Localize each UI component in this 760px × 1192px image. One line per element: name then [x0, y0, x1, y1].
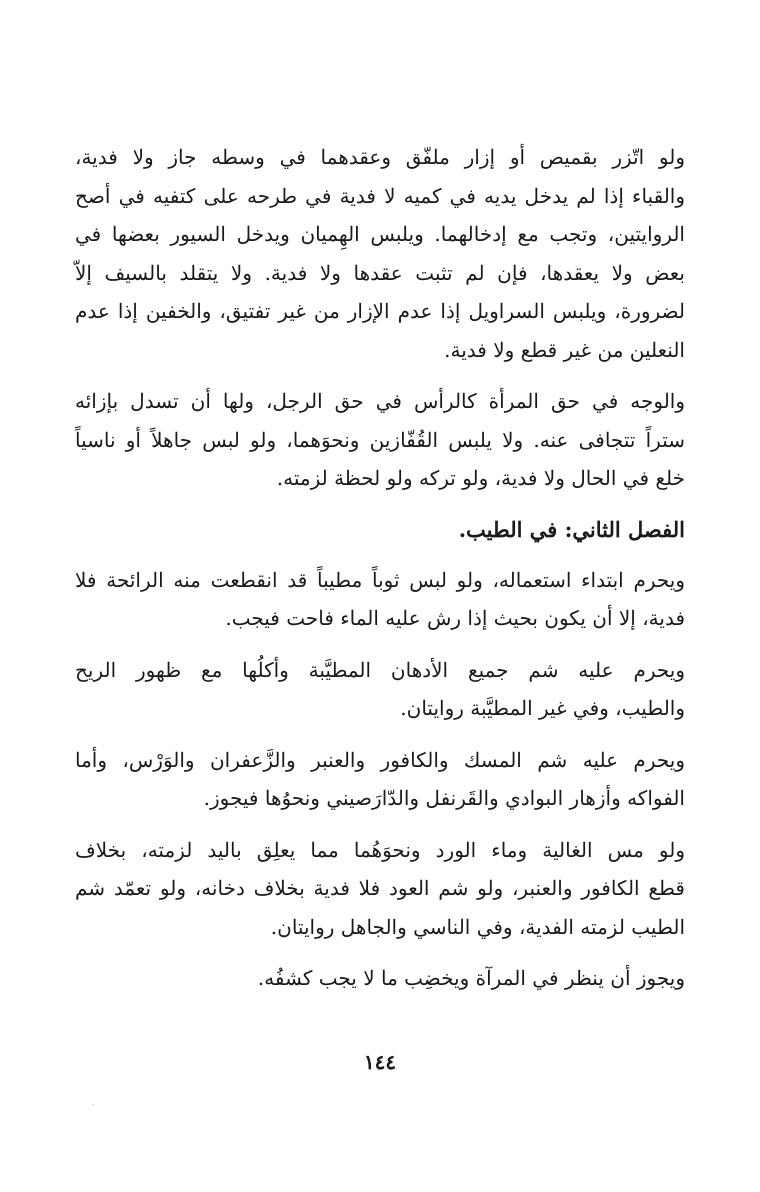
paragraph-ghaliya [75, 831, 685, 947]
page-number: ١٤٤ [363, 1050, 397, 1074]
text-line: الفواكه وأزهار البوادي والقَرنفل والدّارَصيني ونحوُها فيجوز. [203, 786, 685, 810]
text-line: ويحرم ابتداء استعماله، ولو لبس ثوباً مطيباً قد انقطعت منه الرائحة فلا [75, 567, 685, 592]
text-line: النعلين من غير قطع ولا فدية. [444, 337, 685, 362]
text-line: ويحرم عليه شم جميع الأدهان المطيَّبة وأكلُها مع ظهور الريح [75, 657, 685, 682]
paragraph-woman-face [75, 382, 685, 498]
text-line: الروايتين، وتجب مع إدخالهما. ويلبس الهِميان ويدخل السيور بعضها في [75, 222, 685, 246]
paragraph-clothing [75, 138, 685, 369]
paragraph-musk [75, 741, 685, 818]
text-line: خلع في الحال ولا فدية، ولو تركه ولو لحظة لزمته. [276, 466, 685, 490]
text-line: ولو اتّزر بقميص أو إزار ملفّق وعقدهما في وسطه جاز ولا فدية، [75, 145, 685, 169]
text-line: ويجوز أن ينظر في المرآة ويخضِب ما لا يجب كشفُه. [257, 966, 685, 990]
text-line: ستراً تتجافى عنه. ولا يلبس القُفّازين ونحوَهما، ولو لبس جاهلاً أو ناسياً [75, 427, 685, 452]
text-line: والطيب، وفي غير المطيَّبة روايتان. [400, 696, 685, 720]
paragraph-oils [75, 651, 685, 728]
text-line: ويحرم عليه شم المسك والكافور والعنبر والزَّعفران والوَرْس، وأما [75, 747, 685, 772]
text-line: قطع الكافور والعنبر، ولو شم العود فلا فدية بخلاف دخانه، ولو تعمّد شم [75, 876, 685, 900]
text-line: فدية، إلا أن يكون بحيث إذا رش عليه الماء فاحت فيجب. [225, 606, 685, 630]
scan-speck [92, 1104, 94, 1105]
paragraph-mirror [75, 959, 685, 998]
text-line: والوجه في حق المرأة كالرأس في حق الرجل، ولها أن تسدل بإزائه [75, 389, 685, 413]
text-line: الطيب لزمته الفدية، وفي الناسي والجاهل روايتان. [270, 914, 685, 939]
page-body [75, 138, 685, 1011]
text-line: بعض ولا يعقدها، فإن لم تثبت عقدها ولا فدية. ولا يتقلد بالسيف إلاّ [75, 260, 685, 285]
text-line: لضرورة، ويلبس السراويل إذا عدم الإزار من غير تفتيق، والخفين إذا عدم [75, 299, 685, 323]
section-heading: الفصل الثاني: في الطيب. [458, 516, 685, 542]
paragraph-perfume-use [75, 561, 685, 638]
text-line: والقباء إذا لم يدخل يديه في كميه لا فدية في طرحه على كتفيه في أصح [75, 183, 685, 208]
text-line: ولو مس الغالية وماء الورد ونحوَهُما مما يعلِق باليد لزمته، بخلاف [75, 837, 685, 862]
